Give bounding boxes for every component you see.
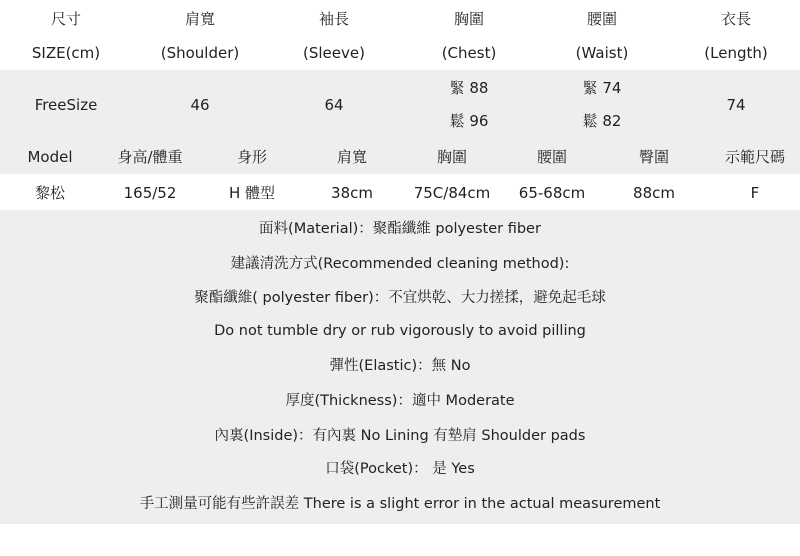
model-shoulder: 38cm	[331, 184, 373, 202]
model-header-band	[0, 138, 800, 174]
hip-header: 臀圍	[638, 148, 670, 166]
waist-tight-value: 緊 74	[582, 79, 622, 97]
waist-header-zh: 腰圍	[586, 10, 618, 28]
body-shape-header: 身形	[236, 148, 268, 166]
sleeve-header-zh: 袖長	[318, 10, 350, 28]
model-height-weight: 165/52	[123, 184, 177, 202]
length-value: 74	[726, 96, 746, 114]
model-chest: 75C/84cm	[413, 184, 491, 202]
height-weight-header: 身高/體重	[117, 148, 183, 166]
model-waist: 65-68cm	[518, 184, 586, 202]
waist-header: 腰圍	[536, 148, 568, 166]
sample-size-header: 示範尺碼	[724, 148, 786, 166]
waist-header-en: (Waist)	[575, 44, 629, 62]
chest-loose-value: 鬆 96	[449, 112, 489, 130]
size-value: FreeSize	[34, 96, 98, 114]
length-header-zh: 衣長	[720, 10, 752, 28]
size-data-row	[0, 70, 800, 138]
cleaning-method-title: 建議清洗方式(Recommended cleaning method):	[230, 256, 570, 272]
sleeve-value: 64	[324, 96, 344, 114]
shoulder-header: 肩寬	[336, 148, 368, 166]
chest-header-en: (Chest)	[441, 44, 497, 62]
model-body-shape: H 體型	[228, 184, 276, 202]
chest-tight-value: 緊 88	[449, 79, 489, 97]
material-note: 面料(Material)：聚酯纖維 polyester fiber	[259, 221, 541, 237]
length-header-en: (Length)	[704, 44, 768, 62]
model-sample-size: F	[750, 184, 760, 202]
model-header: Model	[27, 148, 73, 166]
model-name: 黎松	[34, 184, 66, 202]
elastic-note: 彈性(Elastic)：無 No	[329, 358, 471, 374]
measurement-error-note: 手工測量可能有些許誤差 There is a slight error in the actual measurement	[139, 496, 661, 512]
size-header-zh: 尺寸	[50, 10, 82, 28]
model-data-row	[0, 174, 800, 210]
pocket-note: 口袋(Pocket)： 是 Yes	[325, 461, 475, 477]
size-header-en: SIZE(cm)	[31, 44, 101, 62]
model-hip: 88cm	[633, 184, 675, 202]
chest-header: 胸圍	[436, 148, 468, 166]
cleaning-instruction-en: Do not tumble dry or rub vigorously to avoid pilling	[214, 323, 586, 339]
waist-loose-value: 鬆 82	[582, 112, 622, 130]
thickness-note: 厚度(Thickness)：適中 Moderate	[285, 393, 515, 409]
lining-note: 內裏(Inside)：有內裏 No Lining 有墊肩 Shoulder pads	[214, 428, 586, 444]
shoulder-header-zh: 肩寬	[184, 10, 216, 28]
shoulder-header-en: (Shoulder)	[160, 44, 240, 62]
care-notes-panel	[0, 210, 800, 524]
shoulder-value: 46	[190, 96, 210, 114]
size-header-band	[0, 0, 800, 70]
chest-header-zh: 胸圍	[453, 10, 485, 28]
cleaning-instruction-zh: 聚酯纖維( polyester fiber)：不宜烘乾、大力搓揉，避免起毛球	[194, 290, 606, 306]
sleeve-header-en: (Sleeve)	[303, 44, 365, 62]
